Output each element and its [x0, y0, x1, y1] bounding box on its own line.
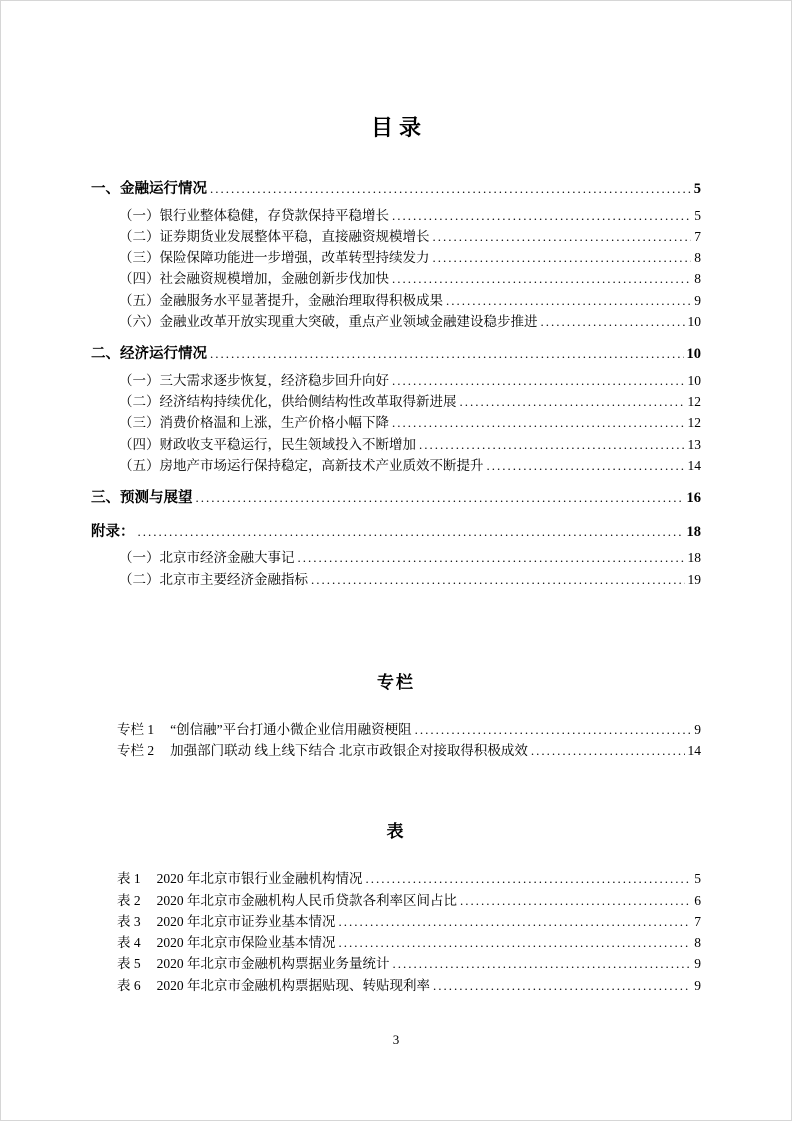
column-entry-label: 专栏 1 [117, 721, 155, 737]
toc-entry-page: 5 [694, 207, 701, 223]
toc-entry [91, 521, 701, 544]
table-entry-label: 表 2 [117, 892, 141, 908]
dotted-leader [446, 290, 691, 311]
toc-entry [91, 268, 701, 289]
toc-entry-text: 三、预测与展望 [91, 490, 193, 507]
table-entry-label: 表 3 [117, 913, 141, 929]
table-entry-page: 5 [694, 871, 701, 887]
toc-entry-text: （二）北京市主要经济金融指标 [119, 571, 308, 587]
table-entry [91, 932, 701, 953]
table-entry-text: 2020 年北京市金融机构票据业务量统计 [156, 956, 390, 972]
dotted-leader [210, 343, 684, 366]
table-entry-page: 8 [694, 935, 701, 951]
dotted-leader [433, 975, 691, 996]
toc-entry [91, 455, 701, 476]
toc-entry-text: （二）经济结构持续优化，供给侧结构性改革取得新进展 [119, 394, 457, 410]
dotted-leader [392, 370, 685, 391]
table-entry-page: 6 [694, 892, 701, 908]
table-entry-label: 表 4 [117, 935, 141, 951]
table-entry-text: 2020 年北京市证券业基本情况 [156, 913, 336, 929]
dotted-leader [138, 521, 684, 544]
toc-entry [91, 547, 701, 568]
toc-entry-page: 18 [687, 550, 701, 566]
toc-entry-text: （五）金融服务水平显著提升，金融治理取得积极成果 [119, 292, 443, 308]
toc-entry-text: （三）消费价格温和上涨，生产价格小幅下降 [119, 415, 389, 431]
toc-entry [91, 434, 701, 455]
dotted-leader [531, 740, 685, 761]
columns-list [91, 719, 701, 762]
toc-entry [91, 226, 701, 247]
table-entry-page: 7 [694, 913, 701, 929]
toc-entry-text: （六）金融业改革开放实现重大突破，重点产业领域金融建设稳步推进 [119, 313, 538, 329]
toc-entry-page: 19 [687, 571, 701, 587]
toc-entry [91, 412, 701, 433]
table-entry-text: 2020 年北京市金融机构票据贴现、转贴现利率 [156, 977, 430, 993]
toc-entry-text: 附录： [91, 523, 135, 540]
toc-entry [91, 290, 701, 311]
toc-entry-text: 一、金融运行情况 [91, 181, 207, 197]
table-entry-text: 2020 年北京市保险业基本情况 [156, 935, 336, 951]
toc-entry-text: （四）社会融资规模增加，金融创新步伐加快 [119, 271, 389, 287]
toc-entry-text: （一）北京市经济金融大事记 [119, 550, 295, 566]
toc-entry-page: 5 [693, 181, 701, 197]
toc-entry-page: 12 [687, 394, 701, 410]
toc-entry [91, 178, 701, 201]
tables-section-heading: 表 [386, 822, 406, 842]
toc-entry-text: （三）保险保障功能进一步增强，改革转型持续发力 [119, 250, 430, 266]
table-entry-text: 2020 年北京市银行业金融机构情况 [156, 871, 363, 887]
toc-entry-page: 8 [694, 250, 701, 266]
toc-entry-page: 13 [687, 436, 701, 452]
toc-entry-page: 14 [687, 457, 701, 473]
column-entry [91, 719, 701, 740]
toc-entry-page: 9 [694, 292, 701, 308]
dotted-leader [366, 868, 692, 889]
table-entry [91, 890, 701, 911]
dotted-leader [196, 487, 684, 510]
dotted-leader [392, 205, 691, 226]
toc-entry-text: （四）财政收支平稳运行，民生领域投入不断增加 [119, 436, 416, 452]
table-entry [91, 975, 701, 996]
table-entry [91, 911, 701, 932]
toc-entry-page: 10 [687, 372, 701, 388]
dotted-leader [415, 719, 692, 740]
dotted-leader [393, 953, 692, 974]
table-entry-page: 9 [694, 977, 701, 993]
toc-entry-page: 10 [687, 313, 701, 329]
table-entry [91, 868, 701, 889]
column-entry-label: 专栏 2 [117, 743, 155, 759]
dotted-leader [392, 268, 691, 289]
page-number: 3 [392, 1032, 400, 1047]
toc-entry [91, 205, 701, 226]
toc-entry [91, 487, 701, 510]
toc-title: 目录 [370, 115, 427, 140]
toc-entry-text: （五）房地产市场运行保持稳定，高新技术产业质效不断提升 [119, 457, 484, 473]
dotted-leader [419, 434, 685, 455]
toc-entry [91, 343, 701, 366]
dotted-leader [460, 890, 691, 911]
table-entry-text: 2020 年北京市金融机构人民币贷款各利率区间占比 [156, 892, 457, 908]
column-entry-text: 加强部门联动 线上线下结合 北京市政银企对接取得积极成效 [170, 743, 528, 759]
dotted-leader [311, 569, 685, 590]
dotted-leader [487, 455, 685, 476]
dotted-leader [392, 412, 685, 433]
toc-entry [91, 311, 701, 332]
column-entry-page: 14 [687, 743, 701, 759]
dotted-leader [541, 311, 685, 332]
dotted-leader [210, 178, 691, 201]
toc-entry-text: （一）三大需求逐步恢复，经济稳步回升向好 [119, 372, 389, 388]
toc-entry-page: 18 [686, 523, 701, 540]
table-entry-page: 9 [694, 956, 701, 972]
table-entry-label: 表 5 [117, 956, 141, 972]
toc-entry-text: 二、经济运行情况 [91, 346, 207, 363]
table-entry [91, 953, 701, 974]
toc-entry [91, 247, 701, 268]
column-entry-page: 9 [694, 721, 701, 737]
toc-entry-page: 16 [686, 490, 701, 507]
dotted-leader [433, 247, 692, 268]
tables-list [91, 868, 701, 996]
dotted-leader [339, 911, 692, 932]
dotted-leader [339, 932, 692, 953]
toc-entry [91, 370, 701, 391]
toc-entry-page: 8 [694, 271, 701, 287]
toc-entry-page: 10 [686, 346, 701, 363]
toc-entry [91, 569, 701, 590]
toc-entry-page: 12 [687, 415, 701, 431]
columns-section-heading: 专栏 [377, 672, 415, 692]
dotted-leader [433, 226, 692, 247]
toc-list [91, 178, 701, 590]
column-entry [91, 740, 701, 761]
toc-entry [91, 391, 701, 412]
dotted-leader [298, 547, 685, 568]
table-entry-label: 表 1 [117, 871, 141, 887]
table-entry-label: 表 6 [117, 977, 141, 993]
toc-entry-text: （二）证券期货业发展整体平稳，直接融资规模增长 [119, 228, 430, 244]
dotted-leader [460, 391, 685, 412]
column-entry-text: “创信融”平台打通小微企业信用融资梗阻 [170, 721, 412, 737]
toc-entry-text: （一）银行业整体稳健，存贷款保持平稳增长 [119, 207, 389, 223]
toc-entry-page: 7 [694, 228, 701, 244]
